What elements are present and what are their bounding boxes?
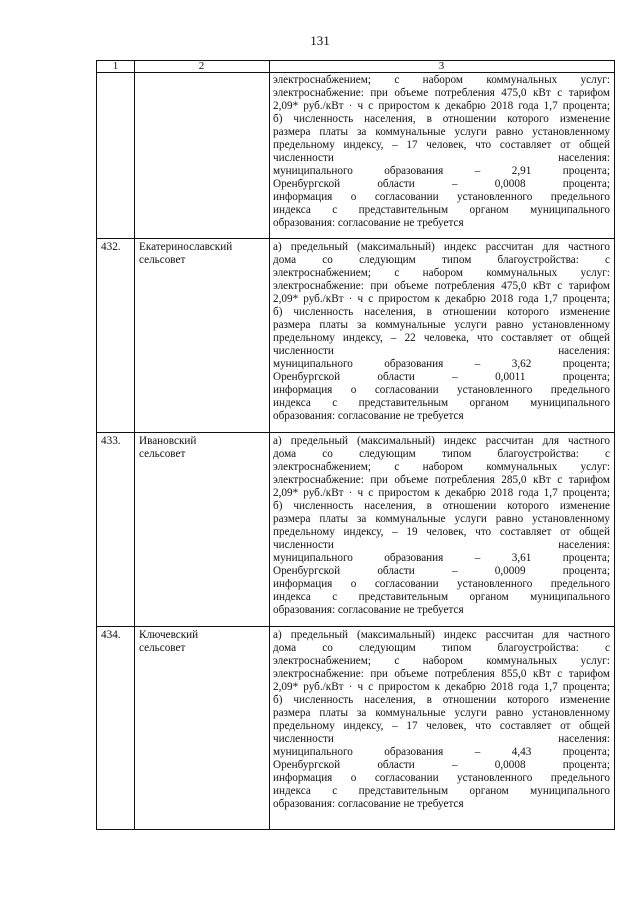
row-description (273, 435, 610, 617)
description-line: образования: согласование не требуется (273, 410, 464, 422)
row-number: 434. (101, 629, 121, 641)
description-line: 2,09* руб./кВт · ч с приростом к декабрю 2018 года 1,7 процента; (273, 100, 610, 112)
description-line: электроснабжением; с набором коммунальных услуг: (273, 461, 610, 473)
description-line: муниципального образования – 4,43 процента; (273, 746, 610, 758)
description-line: информация о согласовании установленного предельного (273, 384, 610, 396)
description-line: Оренбургской области – 0,0008 процента; (273, 178, 610, 190)
municipality-name-line: Ключевский (139, 629, 199, 641)
description-line: Оренбургской области – 0,0008 процента; (273, 759, 610, 771)
description-line: размера платы за коммунальные услуги равно установленному (273, 707, 610, 719)
description-line: муниципального образования – 2,91 процента; (273, 165, 610, 177)
description-line: индекса с представительным органом муниципального (273, 204, 610, 216)
description-line: 2,09* руб./кВт · ч с приростом к декабрю 2018 года 1,7 процента; (273, 681, 610, 693)
continuation-description (273, 74, 610, 230)
description-line: предельному индексу, – 22 человека, что составляет от общей (273, 332, 610, 344)
description-line: б) численность населения, в отношении которого изменение (273, 694, 610, 706)
description-line: размера платы за коммунальные услуги равно установленному (273, 319, 610, 331)
description-line: дома со следующим типом благоустройства: с (273, 254, 610, 266)
description-line: дома со следующим типом благоустройства: с (273, 448, 610, 460)
header-col-1: 1 (112, 60, 119, 72)
row-divider (97, 432, 614, 433)
description-line: муниципального образования – 3,61 процента; (273, 552, 610, 564)
description-line: а) предельный (максимальный) индекс рассчитан для частного (273, 241, 610, 253)
description-line: электроснабжением; с набором коммунальных услуг: (273, 267, 610, 279)
description-line: Оренбургской области – 0,0009 процента; (273, 565, 610, 577)
description-line: численности населения: (273, 152, 610, 164)
municipality-name-line: сельсовет (139, 642, 186, 654)
description-line: электроснабжение: при объеме потребления 475,0 кВт с тарифом (273, 280, 610, 292)
description-line: информация о согласовании установленного предельного (273, 578, 610, 590)
description-line: образования: согласование не требуется (273, 217, 464, 229)
description-line: а) предельный (максимальный) индекс рассчитан для частного (273, 435, 610, 447)
header-col-2: 2 (198, 60, 205, 72)
description-line: дома со следующим типом благоустройства: с (273, 642, 610, 654)
municipality-name-line: Ивановский (139, 435, 197, 447)
row-divider (97, 626, 614, 627)
row-divider (97, 238, 614, 239)
municipality-name-line: Екатеринославский (139, 241, 233, 253)
description-line: 2,09* руб./кВт · ч с приростом к декабрю 2018 года 1,7 процента; (273, 487, 610, 499)
row-description (273, 241, 610, 423)
description-line: электроснабжением; с набором коммунальных услуг: (273, 74, 610, 86)
description-line: размера платы за коммунальные услуги равно установленному (273, 126, 610, 138)
description-line: Оренбургской области – 0,0011 процента; (273, 371, 610, 383)
description-line: электроснабжением; с набором коммунальных услуг: (273, 655, 610, 667)
data-table (96, 60, 615, 830)
municipality-name (139, 435, 267, 461)
description-line: а) предельный (максимальный) индекс рассчитан для частного (273, 629, 610, 641)
description-line: б) численность населения, в отношении которого изменение (273, 113, 610, 125)
municipality-name-line: сельсовет (139, 254, 186, 266)
row-number: 433. (101, 435, 121, 447)
row-description (273, 629, 610, 811)
municipality-name-line: сельсовет (139, 448, 186, 460)
description-line: предельному индексу, – 17 человек, что составляет от общей (273, 720, 610, 732)
description-line: 2,09* руб./кВт · ч с приростом к декабрю 2018 года 1,7 процента; (273, 293, 610, 305)
description-line: индекса с представительным органом муниципального (273, 785, 610, 797)
row-number: 432. (101, 241, 121, 253)
description-line: б) численность населения, в отношении которого изменение (273, 500, 610, 512)
description-line: образования: согласование не требуется (273, 798, 464, 810)
description-line: численности населения: (273, 539, 610, 551)
header-divider (97, 72, 614, 73)
description-line: предельному индексу, – 19 человек, что составляет от общей (273, 526, 610, 538)
description-line: численности населения: (273, 733, 610, 745)
description-line: размера платы за коммунальные услуги равно установленному (273, 513, 610, 525)
description-line: муниципального образования – 3,62 процента; (273, 358, 610, 370)
description-line: б) численность населения, в отношении которого изменение (273, 306, 610, 318)
description-line: электроснабжение: при объеме потребления 285,0 кВт с тарифом (273, 474, 610, 486)
page-number: 131 (310, 33, 330, 48)
description-line: численности населения: (273, 345, 610, 357)
header-col-3: 3 (438, 60, 445, 72)
description-line: индекса с представительным органом муниципального (273, 397, 610, 409)
municipality-name (139, 241, 267, 267)
description-line: информация о согласовании установленного предельного (273, 191, 610, 203)
description-line: электроснабжение: при объеме потребления 855,0 кВт с тарифом (273, 668, 610, 680)
column-divider (269, 61, 270, 829)
description-line: образования: согласование не требуется (273, 604, 464, 616)
description-line: индекса с представительным органом муниципального (273, 591, 610, 603)
municipality-name (139, 629, 267, 655)
description-line: предельному индексу, – 17 человек, что составляет от общей (273, 139, 610, 151)
description-line: электроснабжение: при объеме потребления 475,0 кВт с тарифом (273, 87, 610, 99)
description-line: информация о согласовании установленного предельного (273, 772, 610, 784)
